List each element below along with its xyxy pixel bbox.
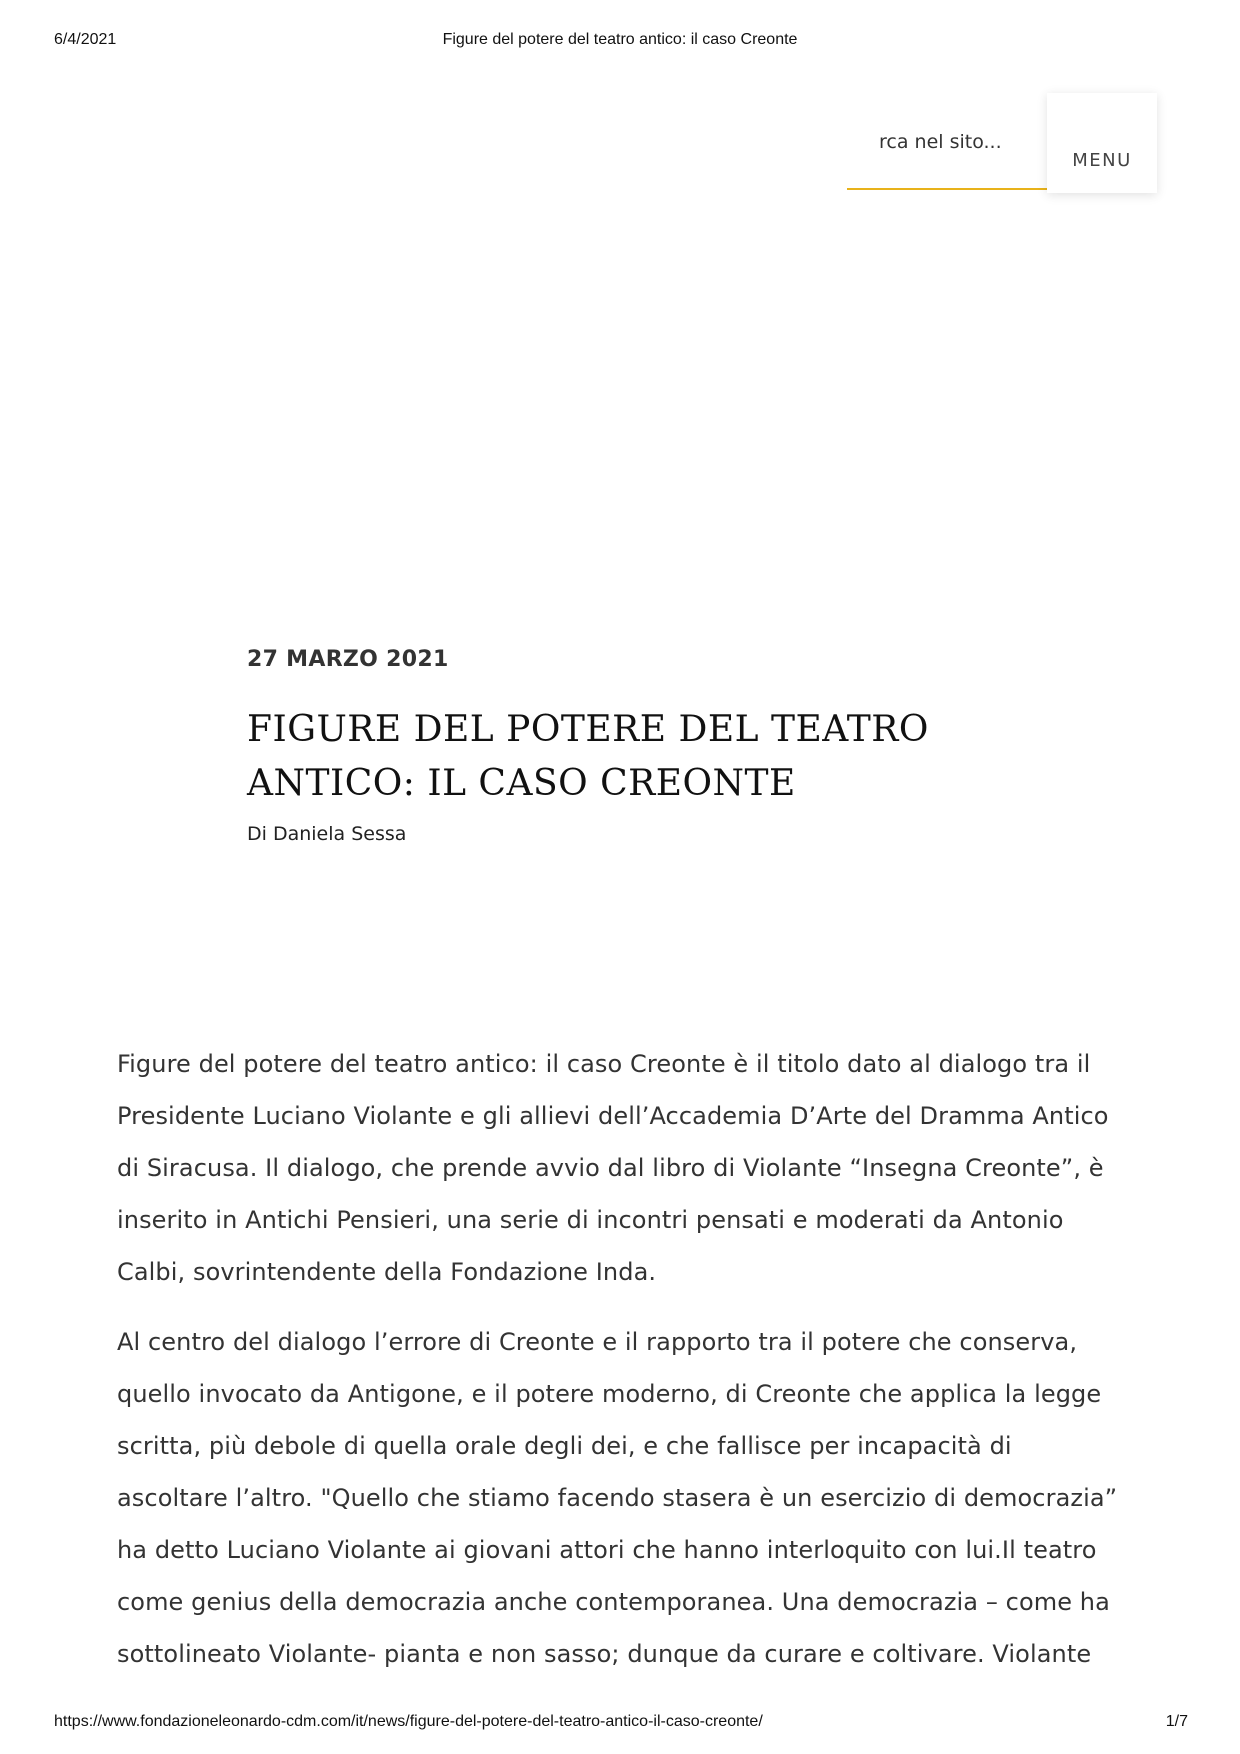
article-date: 27 MARZO 2021 [247,647,449,672]
print-date: 6/4/2021 [54,31,117,48]
article-author: Di Daniela Sessa [247,823,407,845]
text-line: Calbi, sovrintendente della Fondazione Inda. [117,1258,657,1286]
text-line: ha detto Luciano Violante ai giovani attori che hanno interloquito con lui.Il teatro [117,1536,1097,1564]
menu-label: MENU [1072,150,1132,171]
print-page-title: Figure del potere del teatro antico: il caso Creonte [442,31,798,48]
text-line: quello invocato da Antigone, e il potere moderno, di Creonte che applica la legge [117,1380,1102,1408]
article-body [117,1038,1127,1698]
article-paragraph [117,1316,1127,1680]
article-title-line: FIGURE DEL POTERE DEL TEATRO [247,709,929,750]
text-line: di Siracusa. Il dialogo, che prende avvio dal libro di Violante “Insegna Creonte”, è [117,1154,1104,1182]
print-url: https://www.fondazioneleonardo-cdm.com/it/news/figure-del-potere-del-teatro-antico-il-caso-creonte/ [54,1713,763,1730]
menu-button[interactable] [1047,93,1157,193]
text-line: Presidente Luciano Violante e gli allievi dell’Accademia D’Arte del Dramma Antico [117,1102,1109,1130]
text-line: ascoltare l’altro. "Quello che stiamo facendo stasera è un esercizio di democrazia” [117,1484,1118,1512]
text-line: inserito in Antichi Pensieri, una serie di incontri pensati e moderati da Antonio [117,1206,1064,1234]
search-field[interactable] [847,108,1047,190]
text-line: sottolineato Violante- pianta e non sasso; dunque da curare e coltivare. Violante [117,1640,1092,1668]
article-title-line: ANTICO: IL CASO CREONTE [247,763,796,804]
article-title [247,703,967,811]
print-page-number: 1/7 [1165,1713,1188,1730]
article-paragraph [117,1038,1127,1298]
text-line: Figure del potere del teatro antico: il caso Creonte è il titolo dato al dialogo tra il [117,1050,1091,1078]
text-line: Al centro del dialogo l’errore di Creonte e il rapporto tra il potere che conserva, [117,1328,1078,1356]
text-line: scritta, più debole di quella orale degli dei, e che fallisce per incapacità di [117,1432,1012,1460]
text-line: come genius della democrazia anche contemporanea. Una democrazia – come ha [117,1588,1110,1616]
search-input[interactable]: rca nel sito... [879,131,1002,153]
